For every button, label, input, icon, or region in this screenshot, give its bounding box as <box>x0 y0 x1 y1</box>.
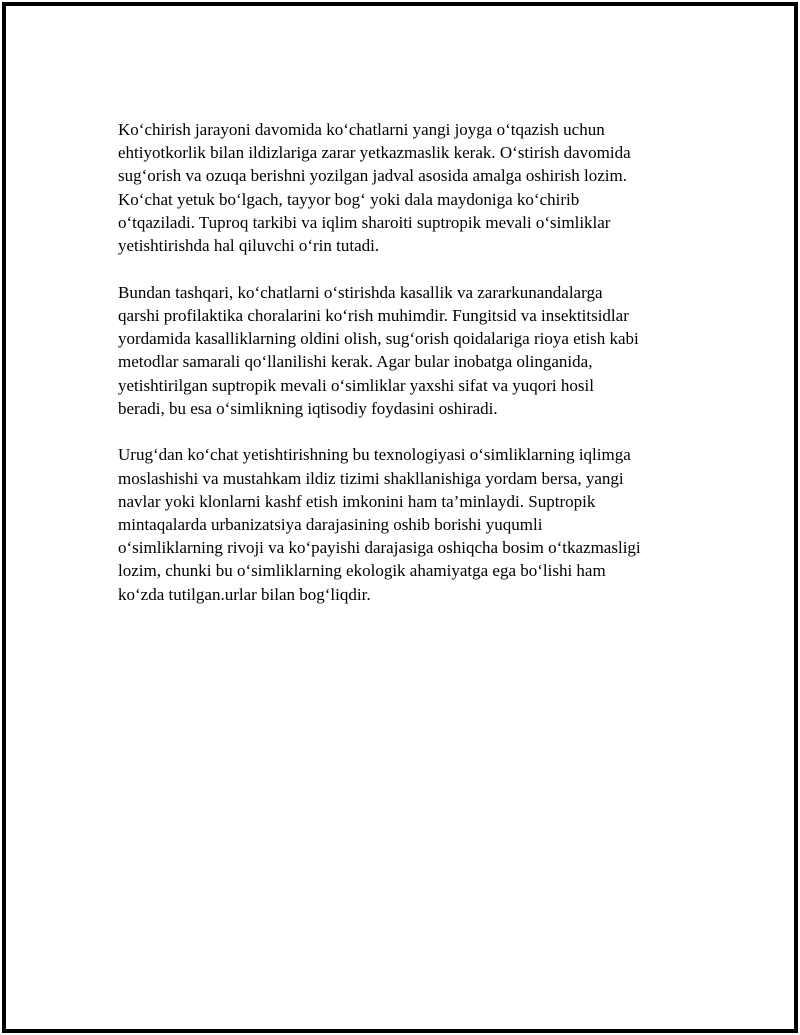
paragraph-3-line-5: o‘simliklarning rivoji va ko‘payishi darajasiga oshiqcha bosim o‘tkazmasligi <box>118 538 641 558</box>
paragraph-3-line-6: lozim, chunki bu o‘simliklarning ekologik ahamiyatga ega bo‘lishi ham <box>118 561 606 581</box>
paragraph-3-line-4: mintaqalarda urbanizatsiya darajasining oshib borishi yuqumli <box>118 515 543 535</box>
paragraph-1-line-4: Ko‘chat yetuk bo‘lgach, tayyor bog‘ yoki dala maydoniga ko‘chirib <box>118 189 580 209</box>
paragraph-3 <box>118 443 688 605</box>
paragraph-1-line-6: yetishtirishda hal qiluvchi o‘rin tutadi. <box>118 236 380 256</box>
paragraph-1-line-2: ehtiyotkorlik bilan ildizlariga zarar yetkazmaslik kerak. O‘stirish davomida <box>118 143 631 163</box>
paragraph-2-line-4: metodlar samarali qo‘llanilishi kerak. Agar bular inobatga olinganida, <box>118 352 593 372</box>
paragraph-3-line-2: moslashishi va mustahkam ildiz tizimi shakllanishiga yordam bersa, yangi <box>118 468 624 488</box>
paragraph-2-line-5: yetishtirilgan suptropik mevali o‘simliklar yaxshi sifat va yuqori hosil <box>118 375 594 395</box>
paragraph-2-line-6: beradi, bu esa o‘simlikning iqtisodiy foydasini oshiradi. <box>118 398 498 418</box>
paragraph-1-line-3: sug‘orish va ozuqa berishni yozilgan jadval asosida amalga oshirish lozim. <box>118 166 627 186</box>
document-body <box>118 118 688 629</box>
paragraph-3-line-7: ko‘zda tutilgan.urlar bilan bog‘liqdir. <box>118 584 371 604</box>
paragraph-3-line-3: navlar yoki klonlarni kashf etish imkonini ham ta’minlaydi. Suptropik <box>118 491 596 511</box>
paragraph-1-line-5: o‘tqaziladi. Tuproq tarkibi va iqlim sharoiti suptropik mevali o‘simliklar <box>118 212 611 232</box>
paragraph-2-line-3: yordamida kasalliklarning oldini olish, sug‘orish qoidalariga rioya etish kabi <box>118 329 639 349</box>
paragraph-2 <box>118 281 688 420</box>
paragraph-1-line-1: Ko‘chirish jarayoni davomida ko‘chatlarni yangi joyga o‘tqazish uchun <box>118 120 605 139</box>
paragraph-2-line-2: qarshi profilaktika choralarini ko‘rish muhimdir. Fungitsid va insektitsidlar <box>118 305 629 325</box>
paragraph-1 <box>118 118 688 257</box>
paragraph-3-line-1: Urug‘dan ko‘chat yetishtirishning bu texnologiyasi o‘simliklarning iqlimga <box>118 445 631 465</box>
paragraph-2-line-1: Bundan tashqari, ko‘chatlarni o‘stirishda kasallik va zararkunandalarga <box>118 282 603 302</box>
